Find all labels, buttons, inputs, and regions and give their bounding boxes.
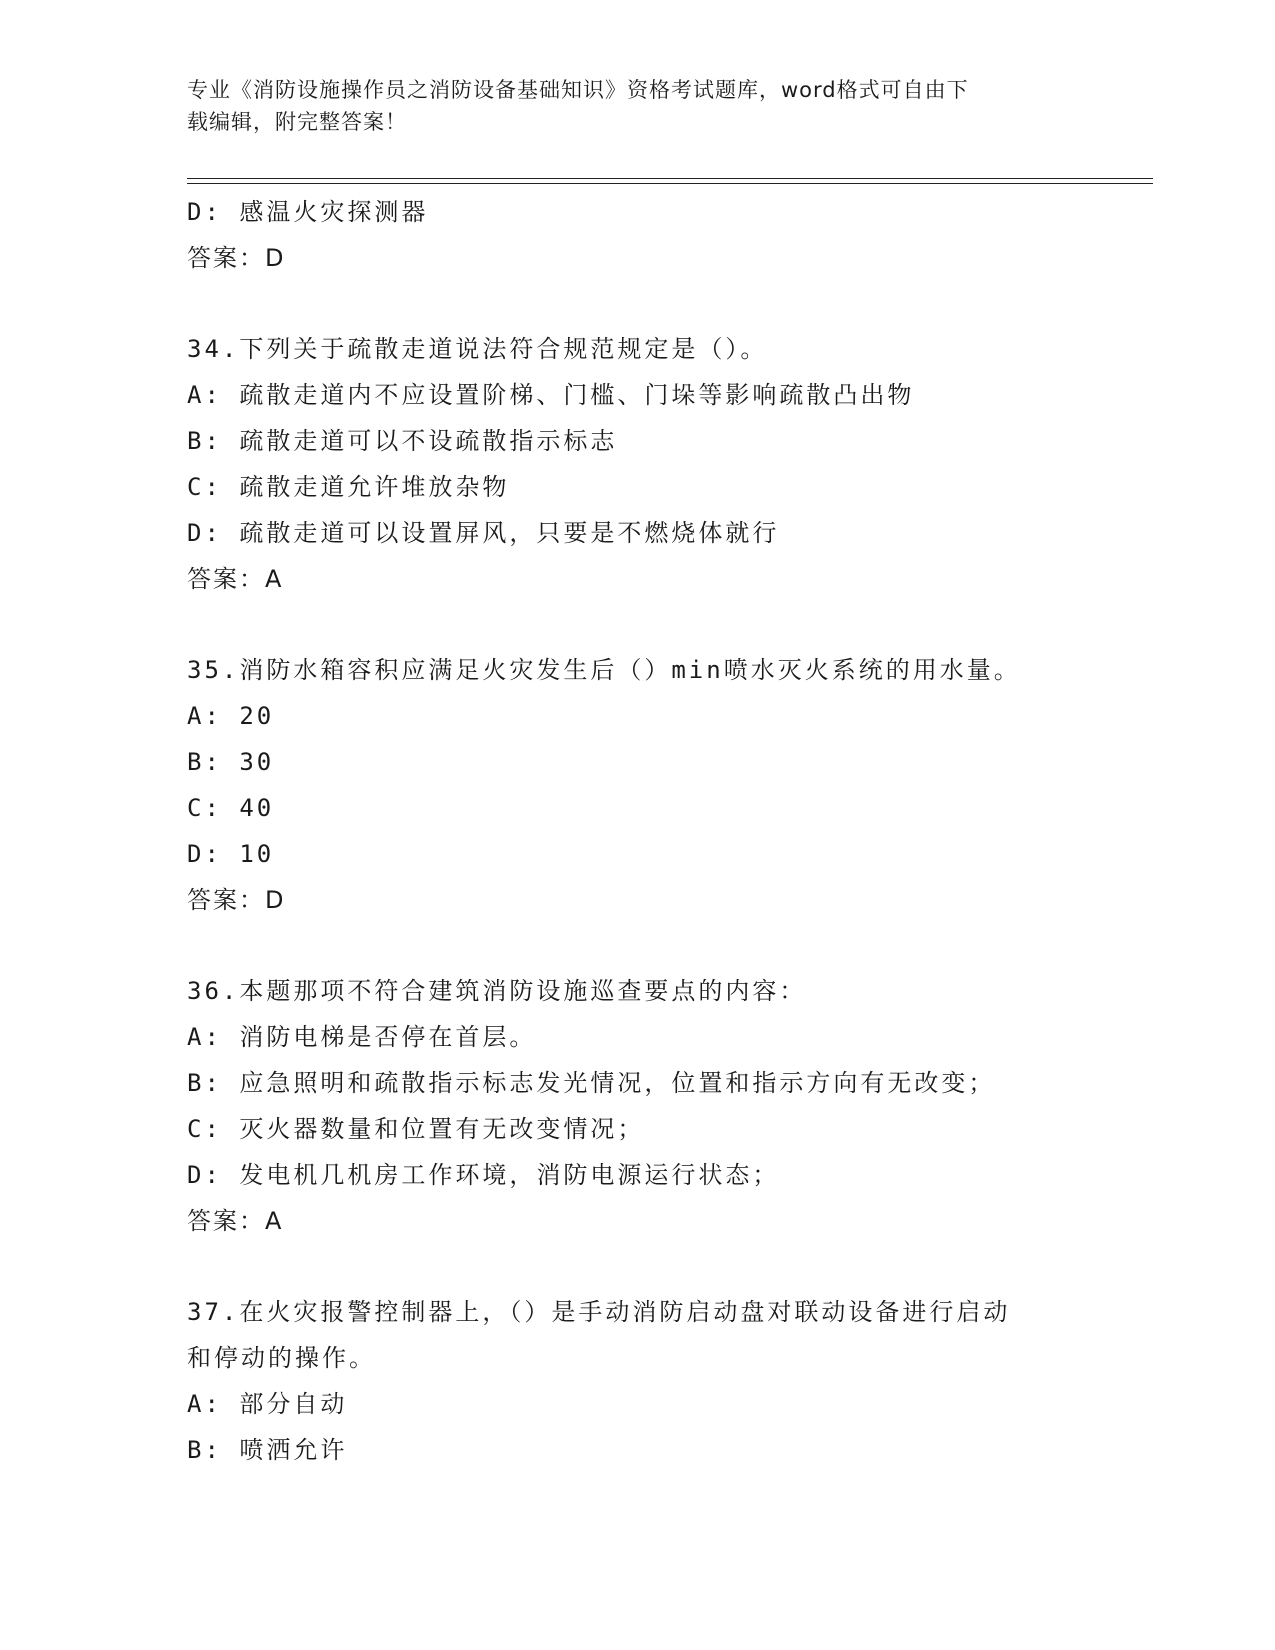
option-d: D: 疏散走道可以设置屏风，只要是不燃烧体就行 bbox=[187, 519, 780, 547]
question-35 bbox=[187, 647, 1137, 923]
header-divider-bottom bbox=[187, 183, 1153, 184]
option-a: A: 部分自动 bbox=[187, 1390, 348, 1418]
option-d: D: 感温火灾探测器 bbox=[187, 198, 429, 226]
question-34 bbox=[187, 326, 1137, 602]
answer: 答案：D bbox=[187, 244, 286, 272]
option-b: B: 喷洒允许 bbox=[187, 1436, 348, 1464]
question-stem: 36.本题那项不符合建筑消防设施巡查要点的内容： bbox=[187, 977, 807, 1005]
header-line-2: 载编辑，附完整答案！ bbox=[187, 110, 407, 134]
option-a: A: 疏散走道内不应设置阶梯、门槛、门垛等影响疏散凸出物 bbox=[187, 381, 915, 409]
question-37 bbox=[187, 1289, 1137, 1473]
option-c: C: 灭火器数量和位置有无改变情况； bbox=[187, 1115, 645, 1143]
question-stem: 34.下列关于疏散走道说法符合规范规定是（）。 bbox=[187, 335, 768, 363]
header-divider-top bbox=[187, 178, 1153, 179]
spacer bbox=[187, 923, 1137, 968]
spacer bbox=[187, 602, 1137, 647]
option-a: A: 20 bbox=[187, 702, 275, 730]
question-stem-line-2: 和停动的操作。 bbox=[187, 1344, 376, 1372]
document-header bbox=[187, 74, 1087, 138]
option-c: C: 疏散走道允许堆放杂物 bbox=[187, 473, 510, 501]
option-c: C: 40 bbox=[187, 794, 275, 822]
question-stem-line-1: 37.在火灾报警控制器上，（）是手动消防启动盘对联动设备进行启动 bbox=[187, 1298, 1011, 1326]
option-b: B: 疏散走道可以不设疏散指示标志 bbox=[187, 427, 618, 455]
answer: 答案：D bbox=[187, 886, 286, 914]
option-b: B: 30 bbox=[187, 748, 275, 776]
spacer bbox=[187, 1244, 1137, 1289]
option-b: B: 应急照明和疏散指示标志发光情况，位置和指示方向有无改变； bbox=[187, 1069, 996, 1097]
spacer bbox=[187, 281, 1137, 326]
answer: 答案：A bbox=[187, 565, 284, 593]
answer: 答案：A bbox=[187, 1207, 284, 1235]
question-36 bbox=[187, 968, 1137, 1244]
question-list bbox=[187, 189, 1137, 1473]
option-d: D: 发电机几机房工作环境，消防电源运行状态； bbox=[187, 1161, 780, 1189]
question-33-tail bbox=[187, 189, 1137, 281]
option-a: A: 消防电梯是否停在首层。 bbox=[187, 1023, 537, 1051]
header-line-1: 专业《消防设施操作员之消防设备基础知识》资格考试题库，word格式可自由下 bbox=[187, 78, 969, 102]
question-stem: 35.消防水箱容积应满足火灾发生后（）min喷水灭火系统的用水量。 bbox=[187, 656, 1021, 684]
option-d: D: 10 bbox=[187, 840, 275, 868]
